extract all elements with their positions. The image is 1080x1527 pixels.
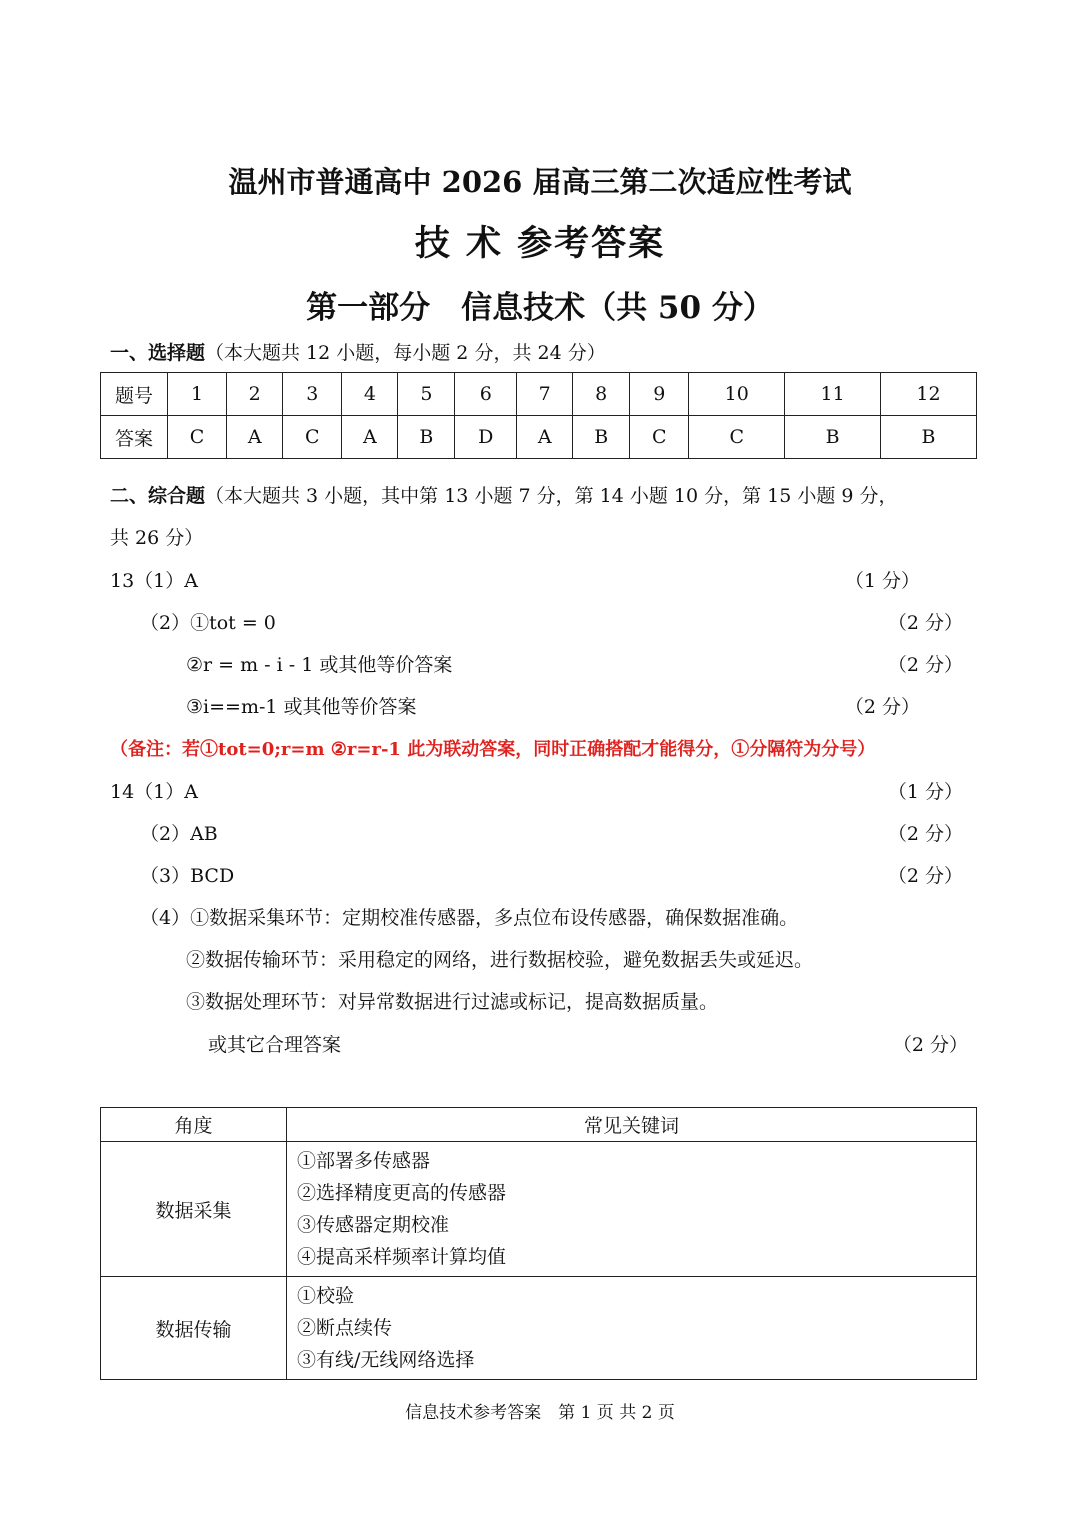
keyword-item: ①校验 bbox=[297, 1285, 355, 1307]
keyword-list bbox=[287, 1142, 977, 1277]
answer-key-title: 技 术 参考答案 bbox=[414, 223, 666, 264]
part-title: 第一部分 信息技术（共 50 分） bbox=[306, 290, 774, 326]
keyword-table-header bbox=[101, 1108, 977, 1142]
q13-part2-blank1-score: （2 分） bbox=[887, 612, 963, 634]
answer-row bbox=[101, 416, 977, 459]
answer-cell: C bbox=[283, 416, 342, 459]
q14-part3-score: （2 分） bbox=[887, 865, 963, 887]
q13-part2-blank2: ②r = m - i - 1 或其他等价答案 bbox=[186, 654, 453, 676]
question-number: 8 bbox=[573, 373, 630, 416]
section1-heading bbox=[110, 338, 606, 365]
question-number: 7 bbox=[517, 373, 573, 416]
question-number: 4 bbox=[342, 373, 398, 416]
keyword-list bbox=[287, 1277, 977, 1380]
keyword-item: ②断点续传 bbox=[297, 1317, 393, 1339]
answer-cell: B bbox=[881, 416, 977, 459]
q13-note: （备注：若①tot=0;r=m ②r=r-1 此为联动答案，同时正确搭配才能得分，①分隔符为分号） bbox=[110, 739, 876, 760]
section1-desc: （本大题共 12 小题，每小题 2 分，共 24 分） bbox=[205, 342, 606, 364]
header-angle: 角度 bbox=[101, 1108, 287, 1142]
q13-part2-blank3: ③i==m-1 或其他等价答案 bbox=[186, 696, 417, 718]
question-number: 1 bbox=[168, 373, 227, 416]
answer-cell: D bbox=[455, 416, 517, 459]
q14-part1: 14（1）A bbox=[110, 781, 198, 803]
answer-cell: B bbox=[398, 416, 455, 459]
q14-part4-item2: ②数据传输环节：采用稳定的网络，进行数据校验，避免数据丢失或延迟。 bbox=[186, 949, 814, 971]
answer-cell: C bbox=[630, 416, 689, 459]
section1-title: 一、选择题 bbox=[110, 342, 206, 364]
q13-part1: 13（1）A bbox=[110, 570, 198, 592]
q13-part2-blank1: （2）①tot = 0 bbox=[140, 612, 276, 634]
q13-part1-score: （1 分） bbox=[844, 570, 920, 592]
question-number-row bbox=[101, 373, 977, 416]
q14-part4-score: （2 分） bbox=[892, 1034, 968, 1056]
section2-title: 二、综合题 bbox=[110, 485, 206, 507]
q14-part2: （2）AB bbox=[140, 823, 218, 845]
q13-part2-blank3-score: （2 分） bbox=[844, 696, 920, 718]
answer-cell: A bbox=[342, 416, 398, 459]
q14-part4-item3: ③数据处理环节：对异常数据进行过滤或标记，提高数据质量。 bbox=[186, 991, 719, 1013]
keyword-item: ③传感器定期校准 bbox=[297, 1214, 450, 1236]
exam-title: 温州市普通高中 2026 届高三第二次适应性考试 bbox=[228, 165, 852, 199]
question-number: 11 bbox=[785, 373, 881, 416]
keyword-item: ②选择精度更高的传感器 bbox=[297, 1182, 507, 1204]
answer-cell: B bbox=[785, 416, 881, 459]
question-number: 9 bbox=[630, 373, 689, 416]
page-footer: 信息技术参考答案 第 1 页 共 2 页 bbox=[405, 1403, 675, 1423]
answer-cell: A bbox=[227, 416, 283, 459]
question-number: 10 bbox=[689, 373, 785, 416]
question-number: 3 bbox=[283, 373, 342, 416]
question-number: 12 bbox=[881, 373, 977, 416]
answer-cell: B bbox=[573, 416, 630, 459]
category-data-transmission: 数据传输 bbox=[101, 1277, 287, 1380]
q14-part4-item1: （4）①数据采集环节：定期校准传感器，多点位布设传感器，确保数据准确。 bbox=[140, 907, 799, 929]
section2-desc-line2: 共 26 分） bbox=[110, 527, 204, 549]
q14-part3: （3）BCD bbox=[140, 865, 235, 887]
keyword-item: ④提高采样频率计算均值 bbox=[297, 1246, 507, 1268]
header-keywords: 常见关键词 bbox=[287, 1108, 977, 1142]
section2-desc-line1: （本大题共 3 小题，其中第 13 小题 7 分，第 14 小题 10 分，第 15 小题 9 分， bbox=[205, 485, 898, 507]
row-label-question: 题号 bbox=[101, 373, 168, 416]
q14-part4-alternative: 或其它合理答案 bbox=[208, 1034, 342, 1056]
keyword-row-collection bbox=[101, 1142, 977, 1277]
question-number: 2 bbox=[227, 373, 283, 416]
keyword-item: ③有线/无线网络选择 bbox=[297, 1349, 475, 1371]
keyword-row-transmission bbox=[101, 1277, 977, 1380]
answer-cell: C bbox=[168, 416, 227, 459]
answer-cell: C bbox=[689, 416, 785, 459]
multiple-choice-answer-table bbox=[100, 372, 977, 459]
keyword-table bbox=[100, 1107, 977, 1380]
q14-part2-score: （2 分） bbox=[887, 823, 963, 845]
keyword-item: ①部署多传感器 bbox=[297, 1150, 431, 1172]
answer-cell: A bbox=[517, 416, 573, 459]
q14-part1-score: （1 分） bbox=[887, 781, 963, 803]
q13-part2-blank2-score: （2 分） bbox=[887, 654, 963, 676]
section2-heading bbox=[110, 481, 898, 508]
row-label-answer: 答案 bbox=[101, 416, 168, 459]
category-data-collection: 数据采集 bbox=[101, 1142, 287, 1277]
question-number: 5 bbox=[398, 373, 455, 416]
question-number: 6 bbox=[455, 373, 517, 416]
